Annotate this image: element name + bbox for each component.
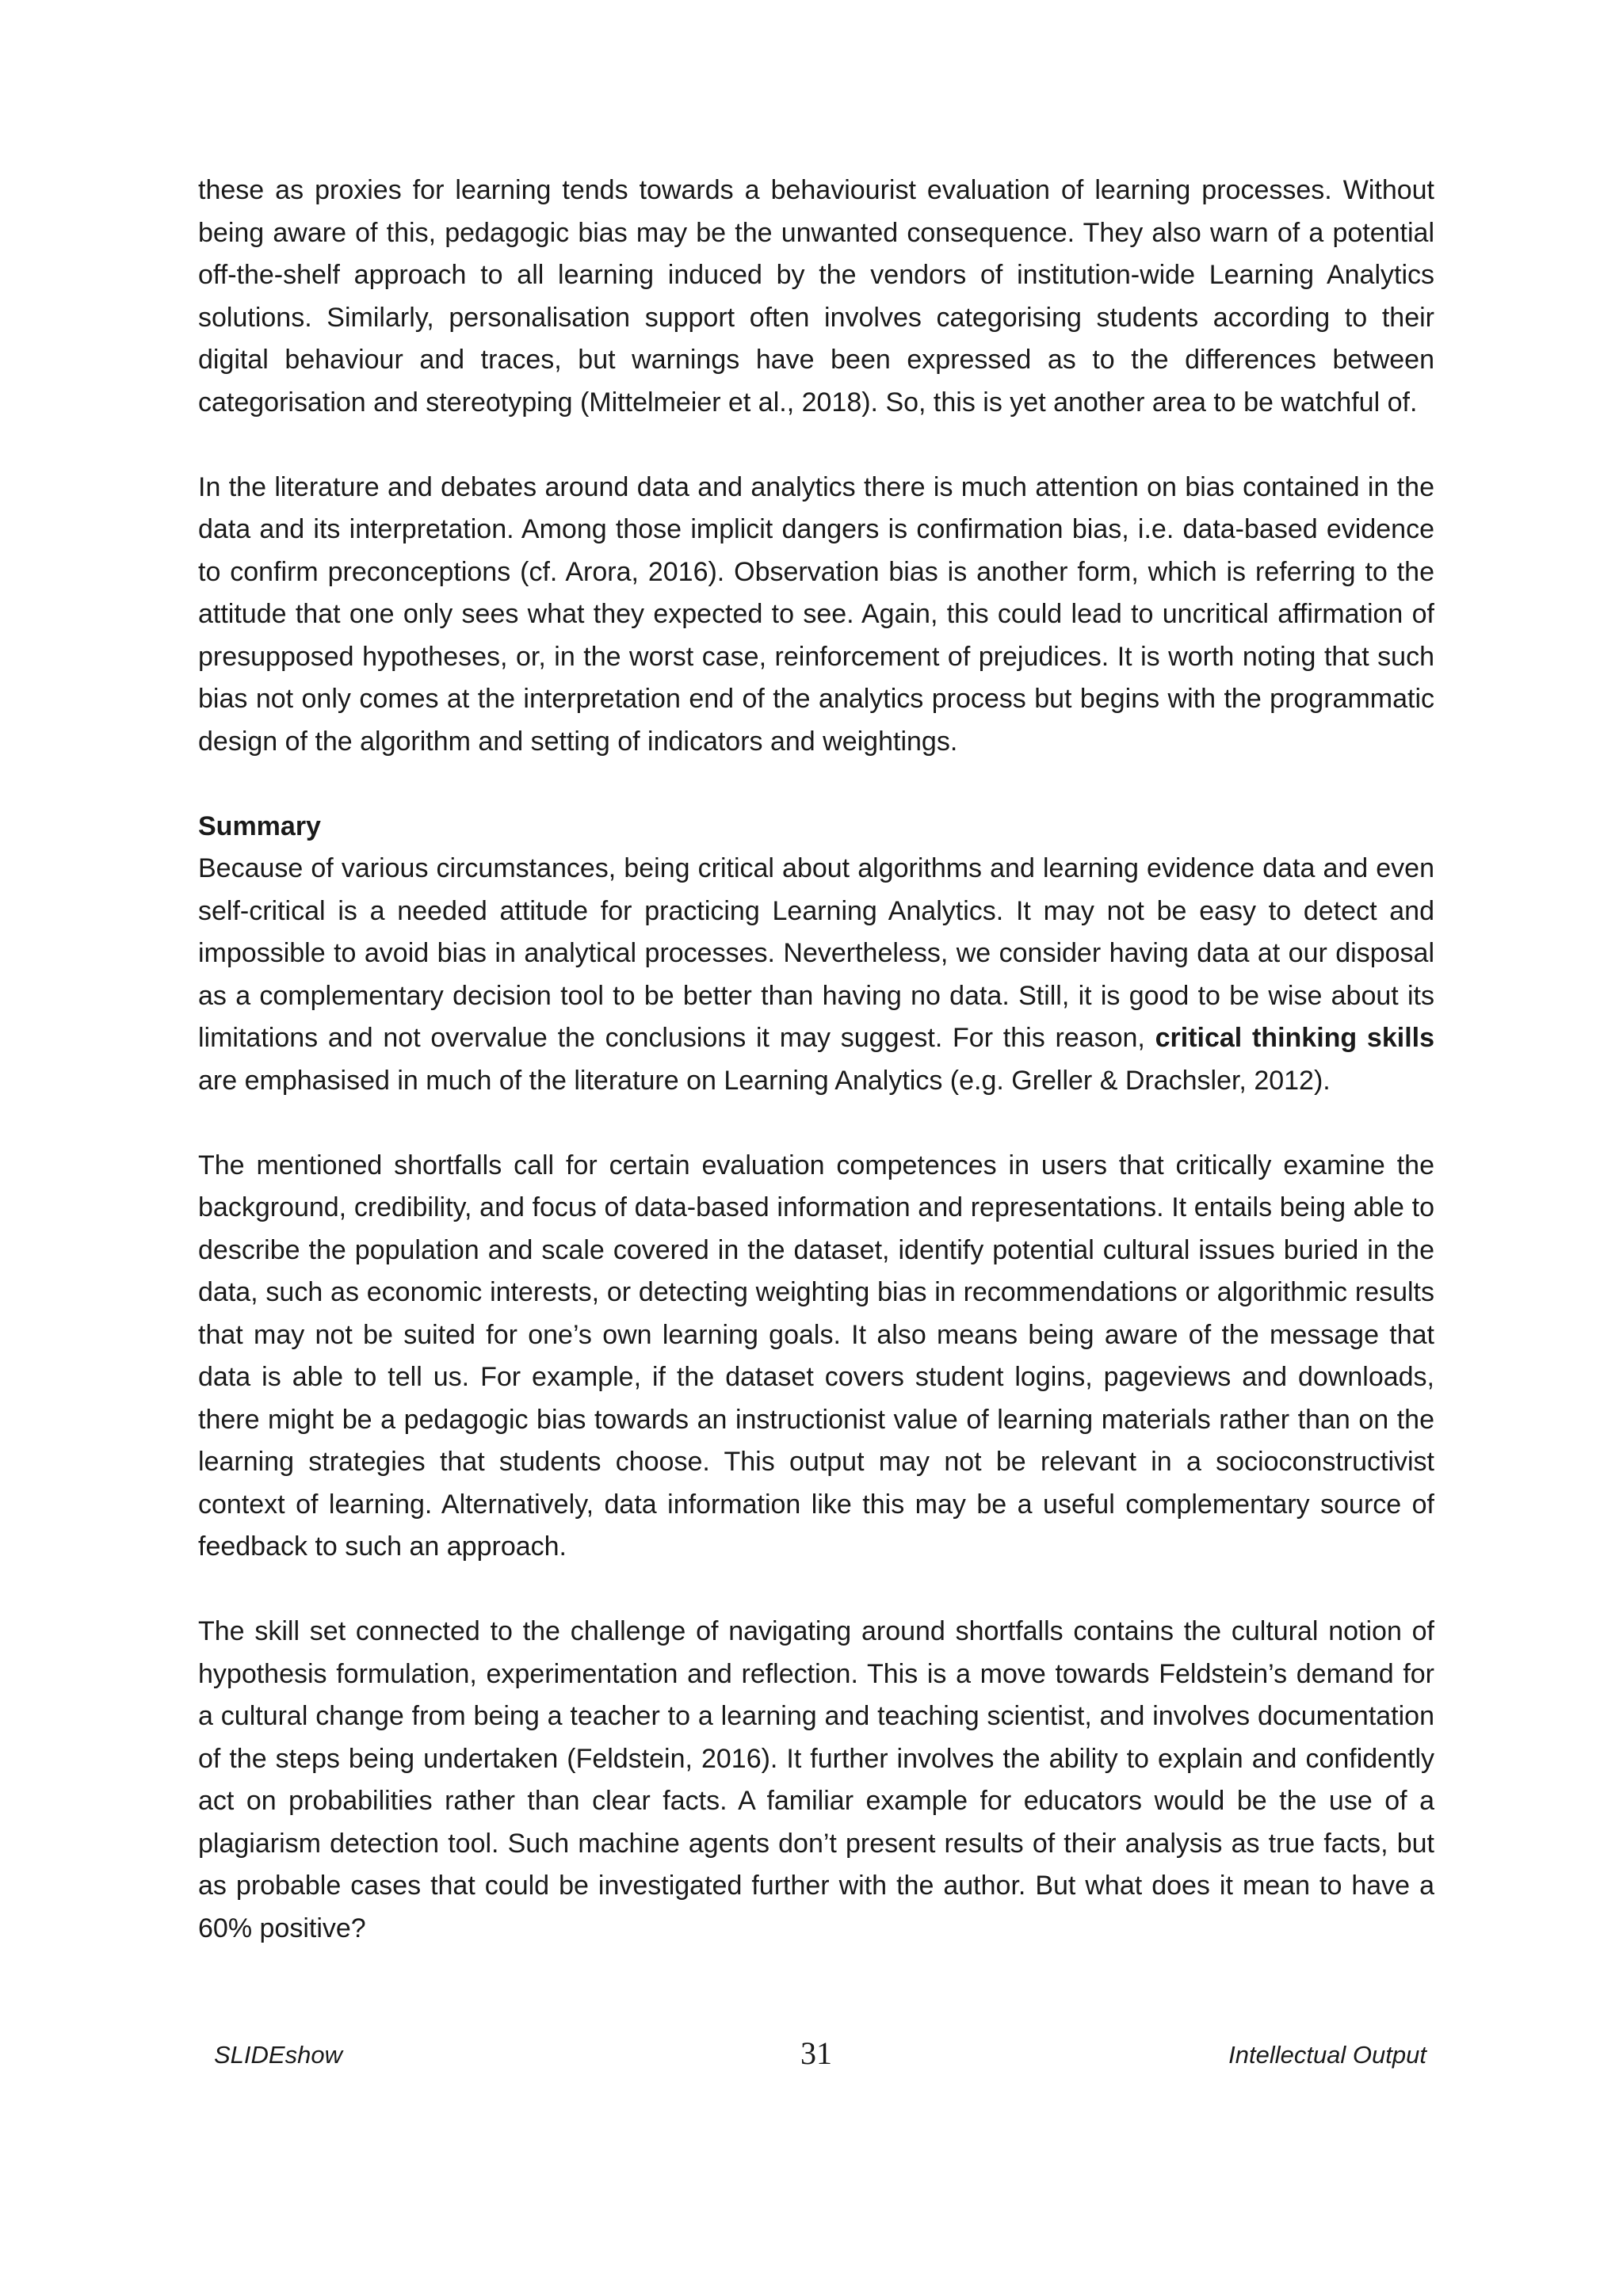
paragraph-2: In the literature and debates around data and analytics there is much attention on bias contained in the data and its interpretation. Among those implicit dangers is confirmation bias, i.e. data-based evidence to confirm preconceptions (cf. Arora, 2016). Observation bias is another form, which is referring to the attitude that one only sees what they expected to see. Again, this could lead to uncritical affirmation of presupposed hypotheses, or, in the worst case, reinforcement of prejudices. It is worth noting that such bias not only comes at the interpretation end of the analytics process but begins with the programmatic design of the algorithm and setting of indicators and weightings. xyxy=(198,471,1434,757)
footer-right-label: Intellectual Output xyxy=(1228,2041,1426,2069)
page-footer xyxy=(198,2035,1434,2077)
summary-heading: Summary xyxy=(198,810,321,841)
paragraph-3-text-after: are emphasised in much of the literature on Learning Analytics (e.g. Greller & Drachsler, 2012). xyxy=(198,1065,1331,1096)
paragraph-5: The skill set connected to the challenge of navigating around shortfalls contains the cultural notion of hypothesis formulation, experimentation and reflection. This is a move towards Feldstein’s demand for a cultural change from being a teacher to a learning and teaching scientist, and involves documentation of the steps being undertaken (Feldstein, 2016). It further involves the ability to explain and confidently act on probabilities rather than clear facts. A familiar example for educators would be the use of a plagiarism detection tool. Such machine agents don’t present results of their analysis as true facts, but as probable cases that could be investigated further with the author. But what does it mean to have a 60% positive? xyxy=(198,1616,1434,1943)
paragraph-3-bold-phrase: critical thinking skills xyxy=(1155,1023,1435,1053)
footer-left-label: SLIDEshow xyxy=(214,2041,342,2069)
paragraph-4: The mentioned shortfalls call for certain evaluation competences in users that critically examine the background, credibility, and focus of data-based information and representations. It entails being able to describe the population and scale covered in the dataset, identify potential cultural issues buried in the data, such as economic interests, or detecting weighting bias in recommendations or algorithmic results that may not be suited for one’s own learning goals. It also means being aware of the message that data is able to tell us. For example, if the dataset covers student logins, pageviews and downloads, there might be a pedagogic bias towards an instructionist value of learning materials rather than on the learning strategies that students choose. This output may not be relevant in a socioconstructivist context of learning. Alternatively, data information like this may be a useful complementary source of feedback to such an approach. xyxy=(198,1150,1434,1562)
paragraph-3-text-before: Because of various circumstances, being critical about algorithms and learning evidence data and even self-critical is a needed attitude for practicing Learning Analytics. It may not be easy to detect and impossible to avoid bias in analytical processes. Nevertheless, we consider having data at our disposal as a complementary decision tool to be better than having no data. Still, it is good to be wise about its limitations and not overvalue the conclusions it may suggest. For this reason, xyxy=(198,853,1434,1053)
page-number: 31 xyxy=(800,2035,832,2071)
paragraph-1: these as proxies for learning tends towards a behaviourist evaluation of learning processes. Without being aware of this, pedagogic bias may be the unwanted consequence. They also warn of a potential off-the-shelf approach to all learning induced by the vendors of institution-wide Learning Analytics solutions. Similarly, personalisation support often involves categorising students according to their digital behaviour and traces, but warnings have been expressed as to the differences between categorisation and stereotyping (Mittelmeier et al., 2018). So, this is yet another area to be watchful of. xyxy=(198,175,1434,418)
page-body xyxy=(198,170,1434,1950)
paragraph-3 xyxy=(198,848,1434,1102)
